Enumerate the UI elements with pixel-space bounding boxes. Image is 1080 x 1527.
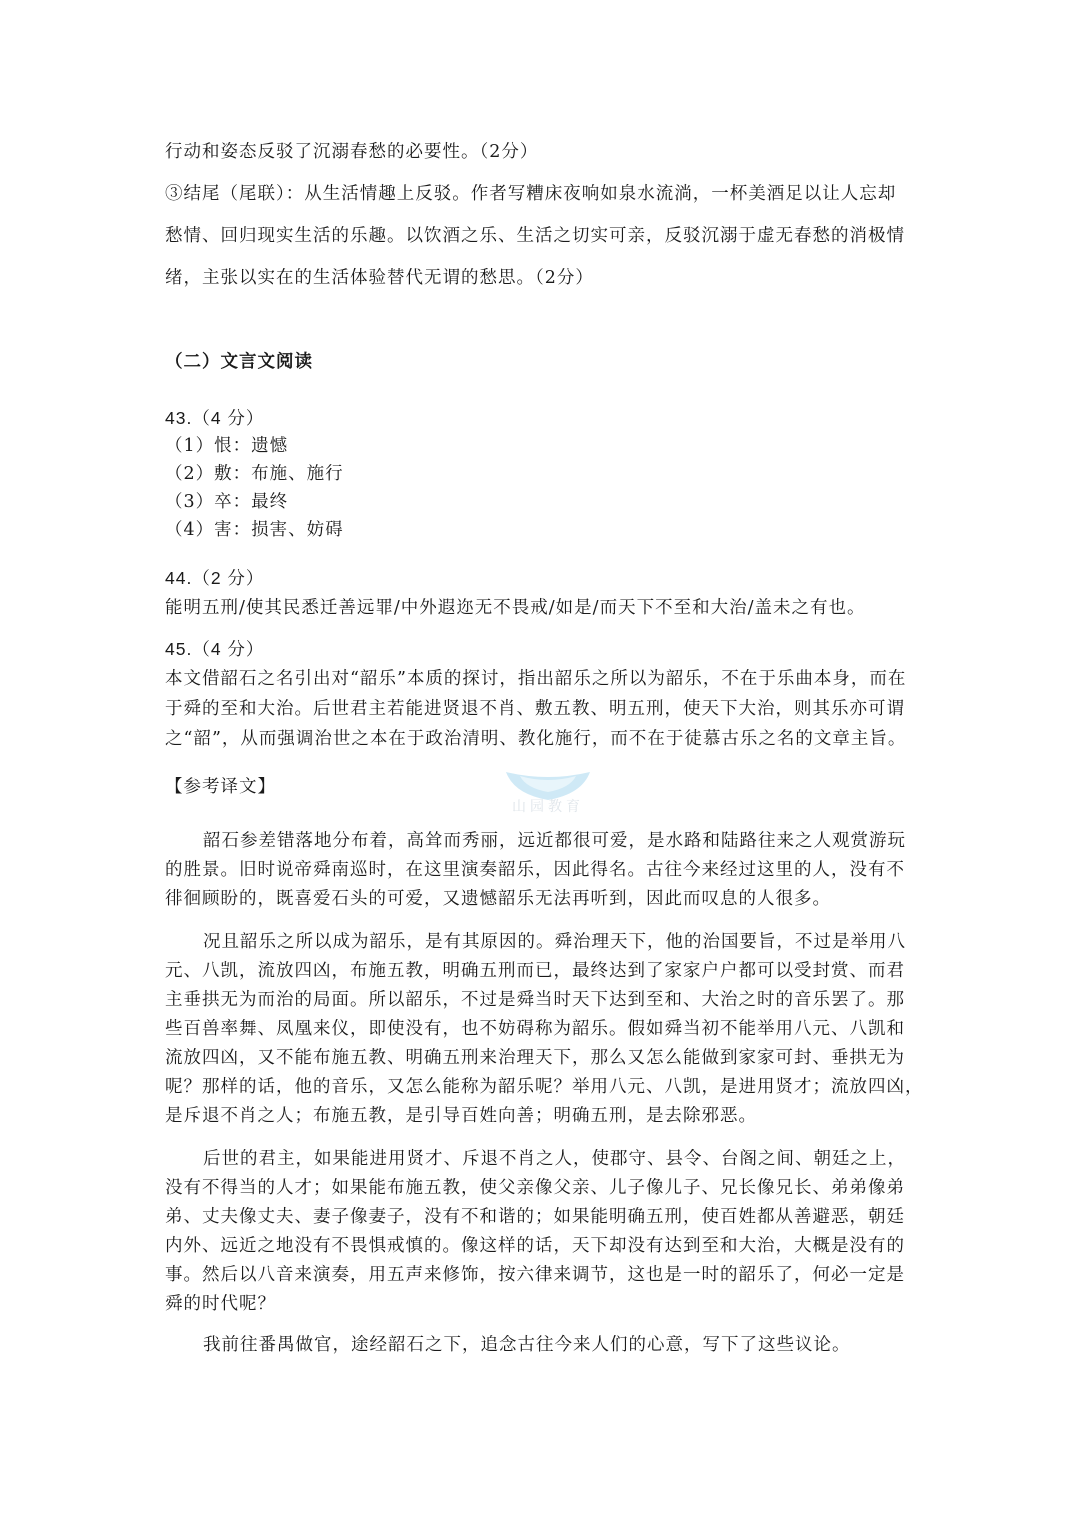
p3-line-3: 弟、丈夫像丈夫、妻子像妻子，没有不和谐的；如果能明确五刑，使百姓都从善避恶，朝廷 xyxy=(165,1207,905,1227)
q43-item-2: （2）敷：布施、施行 xyxy=(165,464,344,484)
section-heading: （二）文言文阅读 xyxy=(165,352,313,372)
translation-paragraph-2 xyxy=(165,928,924,1131)
translation-paragraph-4 xyxy=(165,1331,920,1360)
translation-paragraph-1 xyxy=(165,827,920,914)
q45-line-2: 于舜的至和大治。后世君主若能进贤退不肖、敷五教、明五刑，使天下大治，则其乐亦可谓 xyxy=(165,699,905,719)
top-section xyxy=(165,131,920,299)
q43-title: 43.（4 分） xyxy=(165,408,265,428)
top-line-1: 行动和姿态反驳了沉溺春愁的必要性。（2分） xyxy=(165,142,539,162)
q45-title: 45.（4 分） xyxy=(165,639,265,659)
question-45 xyxy=(165,634,920,754)
p1-line-3: 徘徊顾盼的，既喜爱石头的可爱，又遗憾韶乐无法再听到，因此而叹息的人很多。 xyxy=(165,889,831,909)
q44-title: 44.（2 分） xyxy=(165,568,265,588)
p3-line-6: 舜的时代呢？ xyxy=(165,1294,276,1314)
p3-line-2: 没有不得当的人才；如果能布施五教，使父亲像父亲、儿子像儿子、兄长像兄长、弟弟像弟 xyxy=(165,1178,905,1198)
q44-answer: 能明五刑/使其民悉迁善远罪/中外遐迩无不畏戒/如是/而天下不至和大治/盖未之有也。 xyxy=(165,598,866,618)
p2-line-7: 是斥退不肖之人；布施五教，是引导百姓向善；明确五刑，是去除邪恶。 xyxy=(165,1106,757,1126)
p2-line-6: 呢？那样的话，他的音乐，又怎么能称为韶乐呢？举用八元、八凯，是进用贤才；流放四凶， xyxy=(165,1077,924,1097)
p1-line-1: 韶石参差错落地分布着，高耸而秀丽，远近都很可爱，是水路和陆路往来之人观赏游玩 xyxy=(203,831,906,851)
top-line-3: 愁情、回归现实生活的乐趣。以饮酒之乐、生活之切实可亲，反驳沉溺于虚无春愁的消极情 xyxy=(165,226,905,246)
p1-line-2: 的胜景。旧时说帝舜南巡时，在这里演奏韶乐，因此得名。古往今来经过这里的人，没有不 xyxy=(165,860,905,880)
q43-item-4: （4）害：损害、妨碍 xyxy=(165,520,344,540)
q45-line-1: 本文借韶石之名引出对“韶乐”本质的探讨，指出韶乐之所以为韶乐，不在于乐曲本身，而在 xyxy=(165,669,907,689)
q43-item-1: （1）恨：遗憾 xyxy=(165,436,289,456)
p4-line-1: 我前往番禺做官，途经韶石之下，追念古往今来人们的心意，写下了这些议论。 xyxy=(203,1335,851,1355)
top-line-2: ③结尾（尾联）：从生活情趣上反驳。作者写糟床夜响如泉水流淌，一杯美酒足以让人忘却 xyxy=(165,184,897,204)
p2-line-2: 元、八凯，流放四凶，布施五教，明确五刑而已，最终达到了家家户户都可以受封赏、而君 xyxy=(165,961,905,981)
p3-line-4: 内外、远近之地没有不畏惧戒慎的。像这样的话，天下却没有达到至和大治，大概是没有的 xyxy=(165,1236,905,1256)
q43-item-3: （3）卒：最终 xyxy=(165,492,289,512)
p2-line-4: 些百兽率舞、凤凰来仪，即使没有，也不妨碍称为韶乐。假如舜当初不能举用八元、八凯和 xyxy=(165,1019,905,1039)
q45-line-3: 之“韶”，从而强调治世之本在于政治清明、教化施行，而不在于徒慕古乐之名的文章主旨。 xyxy=(165,729,907,749)
p3-line-5: 事。然后以八音来演奏，用五声来修饰，按六律来调节，这也是一时的韶乐了，何必一定是 xyxy=(165,1265,905,1285)
top-line-4: 绪，主张以实在的生活体验替代无谓的愁思。（2分） xyxy=(165,268,594,288)
p2-line-3: 主垂拱无为而治的局面。所以韶乐，不过是舜当时天下达到至和、大治之时的音乐罢了。那 xyxy=(165,990,905,1010)
watermark-text: 山园教育 xyxy=(512,799,584,815)
p2-line-1: 况且韶乐之所以成为韶乐，是有其原因的。舜治理天下，他的治国要旨，不过是举用八 xyxy=(203,932,906,952)
question-44 xyxy=(165,563,920,623)
p2-line-5: 流放四凶，又不能布施五教、明确五刑来治理天下，那么又怎么能做到家家可封、垂拱无为 xyxy=(165,1048,905,1068)
question-43 xyxy=(165,404,920,544)
p3-line-1: 后世的君主，如果能进用贤才、斥退不肖之人，使郡守、县令、台阁之间、朝廷之上， xyxy=(203,1149,906,1169)
translation-paragraph-3 xyxy=(165,1145,920,1319)
reference-title: 【参考译文】 xyxy=(165,777,276,797)
